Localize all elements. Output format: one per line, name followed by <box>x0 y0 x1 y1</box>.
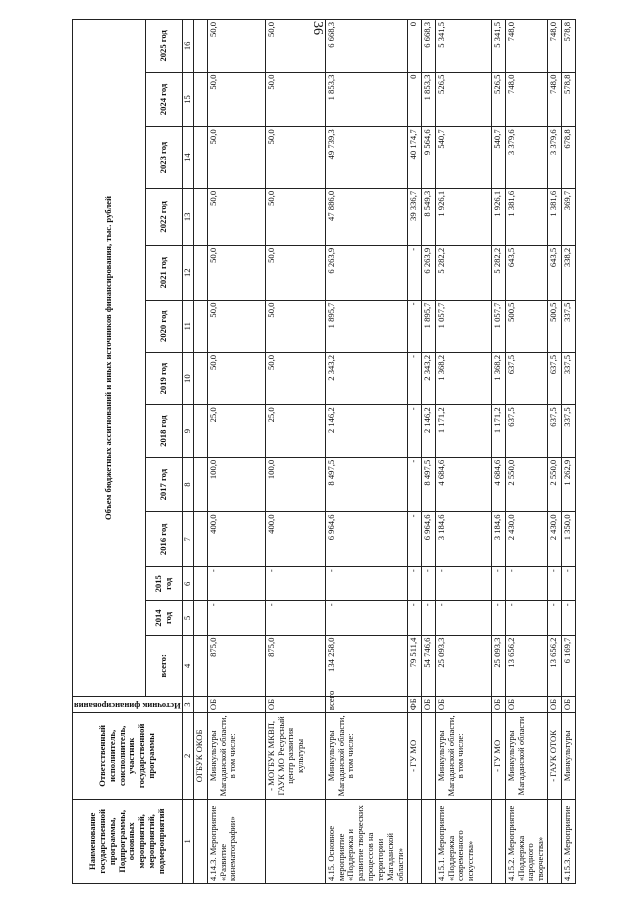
executor-cell: Минкультуры Магаданской области, в том числе: <box>207 713 265 800</box>
year-value-cell: 47 886,0 <box>325 188 407 245</box>
source-cell: всего <box>325 697 407 713</box>
year-value-cell: 1 895,7 <box>421 300 435 352</box>
column-number-row <box>182 20 193 884</box>
program-name-cell: 4.15.3. Мероприятие <box>562 799 576 883</box>
executor-cell: Минкультуры Магаданской области <box>505 713 548 800</box>
year-value-cell: 50,0 <box>265 20 325 73</box>
year-value-cell: 637,5 <box>505 352 548 404</box>
year-value-cell: - <box>435 601 491 635</box>
program-name-cell <box>193 799 207 883</box>
year-value-cell: 6 964,6 <box>421 512 435 567</box>
year-value-cell: 400,0 <box>265 512 325 567</box>
source-cell: ФБ <box>407 697 421 713</box>
executor-cell: Минкультуры <box>562 713 576 800</box>
year-value-cell: 4 684,6 <box>491 457 505 512</box>
year-value-cell: - <box>407 567 421 601</box>
year-value-cell: 0 <box>407 72 421 127</box>
program-name-cell <box>491 799 505 883</box>
source-cell: ОБ <box>207 697 265 713</box>
source-cell: ОБ <box>548 697 562 713</box>
year-value-cell: 400,0 <box>207 512 265 567</box>
year-value-cell: 1 381,6 <box>505 188 548 245</box>
year-value-cell: 2 343,2 <box>421 352 435 404</box>
year-value-cell: 40 174,7 <box>407 127 421 189</box>
column-number: 13 <box>182 188 193 245</box>
year-value-cell: 2 430,0 <box>505 512 548 567</box>
total-cell: 875,0 <box>207 635 265 697</box>
year-value-cell <box>193 20 207 73</box>
year-value-cell: 1 350,0 <box>562 512 576 567</box>
year-value-cell: 39 336,7 <box>407 188 421 245</box>
year-value-cell: 1 171,2 <box>491 405 505 457</box>
column-number: 4 <box>182 635 193 697</box>
year-value-cell: 3 379,6 <box>505 127 548 189</box>
year-value-cell: - <box>265 567 325 601</box>
year-value-cell: - <box>207 567 265 601</box>
total-cell: 6 169,7 <box>562 635 576 697</box>
year-value-cell: 500,5 <box>548 300 562 352</box>
total-cell: 25 093,3 <box>491 635 505 697</box>
column-number: 14 <box>182 127 193 189</box>
year-value-cell <box>193 567 207 601</box>
column-number: 2 <box>182 713 193 800</box>
year-value-cell <box>193 245 207 300</box>
program-name-cell <box>265 799 325 883</box>
year-value-cell: 1 853,3 <box>421 72 435 127</box>
executor-cell: - МОГБУК МКВП, ГАУК МО Ресурсный центр развития культуры <box>265 713 325 800</box>
year-value-cell: 8 549,3 <box>421 188 435 245</box>
year-value-cell: 6 964,6 <box>325 512 407 567</box>
year-value-cell <box>193 512 207 567</box>
year-value-cell: - <box>265 601 325 635</box>
year-value-cell: 5 341,5 <box>491 20 505 73</box>
year-value-cell: 1 368,2 <box>435 352 491 404</box>
year-value-cell: 748,0 <box>548 20 562 73</box>
year-value-cell <box>193 352 207 404</box>
executor-cell: ОГБУК ОКОБ <box>193 713 207 800</box>
year-value-cell: 1 381,6 <box>548 188 562 245</box>
year-value-cell: - <box>421 567 435 601</box>
year-value-cell: 5 282,2 <box>435 245 491 300</box>
year-value-cell: 9 564,6 <box>421 127 435 189</box>
year-value-cell: 526,5 <box>435 72 491 127</box>
year-value-cell: 2 430,0 <box>548 512 562 567</box>
table-row <box>435 20 491 884</box>
column-number: 6 <box>182 567 193 601</box>
year-value-cell <box>193 405 207 457</box>
program-name-cell: 4.15.1. Мероприятие «Поддержка современного искусства» <box>435 799 491 883</box>
program-name-cell: 4.14.3. Мероприятие «Развитие кинематографии» <box>207 799 265 883</box>
header-year: 2021 год <box>146 245 183 300</box>
budget-table <box>72 19 576 884</box>
year-value-cell: 50,0 <box>265 188 325 245</box>
column-number: 15 <box>182 72 193 127</box>
header-source: Источник финансирования <box>73 697 183 713</box>
source-cell: ОБ <box>421 697 435 713</box>
total-cell: 25 093,3 <box>435 635 491 697</box>
year-value-cell: 337,5 <box>562 352 576 404</box>
year-value-cell: - <box>407 245 421 300</box>
year-value-cell: - <box>548 567 562 601</box>
source-cell <box>193 697 207 713</box>
source-cell: ОБ <box>265 697 325 713</box>
year-value-cell: - <box>421 601 435 635</box>
year-value-cell: - <box>562 567 576 601</box>
year-value-cell: 5 282,2 <box>491 245 505 300</box>
program-name-cell: 4.15. Основное мероприятие «Поддержка и развитие творческих процессов на территории Магаданской области» <box>325 799 407 883</box>
source-cell: ОБ <box>562 697 576 713</box>
total-cell <box>193 635 207 697</box>
year-value-cell: - <box>407 512 421 567</box>
year-value-cell: 1 057,7 <box>435 300 491 352</box>
year-value-cell: 1 853,3 <box>325 72 407 127</box>
year-value-cell: 50,0 <box>207 352 265 404</box>
header-year: 2020 год <box>146 300 183 352</box>
year-value-cell: 6 263,9 <box>421 245 435 300</box>
year-value-cell: 1 171,2 <box>435 405 491 457</box>
year-value-cell: 337,5 <box>562 300 576 352</box>
year-value-cell: 1 895,7 <box>325 300 407 352</box>
year-value-cell: 50,0 <box>207 127 265 189</box>
header-program-name: Наименование государственной программы, Подпрограммы, основных мероприятий, мероприятий, подмероприятий <box>73 799 183 883</box>
year-value-cell: 526,5 <box>491 72 505 127</box>
rotated-page <box>72 19 610 884</box>
year-value-cell: 578,8 <box>562 20 576 73</box>
year-value-cell: - <box>435 567 491 601</box>
table-row <box>562 20 576 884</box>
year-value-cell: 2 550,0 <box>548 457 562 512</box>
year-value-cell: 50,0 <box>207 245 265 300</box>
page-number: 36 <box>310 21 325 35</box>
year-value-cell: 0 <box>407 20 421 73</box>
year-value-cell: 2 550,0 <box>505 457 548 512</box>
header-year: 2022 год <box>146 188 183 245</box>
table-row <box>407 20 421 884</box>
header-year: 2014 год <box>146 601 183 635</box>
program-name-cell <box>421 799 435 883</box>
executor-cell: - ГУ МО <box>491 713 505 800</box>
year-value-cell: 1 262,9 <box>562 457 576 512</box>
year-value-cell: 4 684,6 <box>435 457 491 512</box>
column-number: 7 <box>182 512 193 567</box>
header-year: 2024 год <box>146 72 183 127</box>
column-number: 8 <box>182 457 193 512</box>
year-value-cell: - <box>505 567 548 601</box>
executor-cell: - ГАУК ОТОК <box>548 713 562 800</box>
table-row <box>548 20 562 884</box>
year-value-cell: 50,0 <box>265 245 325 300</box>
year-value-cell: - <box>562 601 576 635</box>
year-value-cell: 50,0 <box>207 20 265 73</box>
year-value-cell: - <box>207 601 265 635</box>
table-row <box>325 20 407 884</box>
year-value-cell: - <box>407 601 421 635</box>
header-year: 2019 год <box>146 352 183 404</box>
year-value-cell: 540,7 <box>491 127 505 189</box>
header-year: 2015 год <box>146 567 183 601</box>
year-value-cell: - <box>491 601 505 635</box>
header-total: всего: <box>146 635 183 697</box>
year-value-cell: - <box>505 601 548 635</box>
program-name-cell <box>407 799 421 883</box>
year-value-cell: 2 343,2 <box>325 352 407 404</box>
column-number: 9 <box>182 405 193 457</box>
year-value-cell: 50,0 <box>265 72 325 127</box>
year-value-cell: 678,8 <box>562 127 576 189</box>
table-row <box>505 20 548 884</box>
table-row <box>421 20 435 884</box>
program-name-cell: 4.15.2. Мероприятие «Поддержка народного творчества» <box>505 799 548 883</box>
executor-cell <box>421 713 435 800</box>
header-year: 2023 год <box>146 127 183 189</box>
year-value-cell: 50,0 <box>207 72 265 127</box>
year-value-cell: 100,0 <box>207 457 265 512</box>
source-cell: ОБ <box>491 697 505 713</box>
year-value-cell: 643,5 <box>505 245 548 300</box>
year-value-cell <box>193 457 207 512</box>
year-value-cell: 540,7 <box>435 127 491 189</box>
table-row <box>265 20 325 884</box>
executor-cell: Минкультуры Магаданской области, в том числе: <box>435 713 491 800</box>
year-value-cell <box>193 72 207 127</box>
year-value-cell: 578,8 <box>562 72 576 127</box>
year-value-cell: 369,7 <box>562 188 576 245</box>
total-cell: 54 746,6 <box>421 635 435 697</box>
year-value-cell: 50,0 <box>207 300 265 352</box>
year-value-cell: 1 926,1 <box>435 188 491 245</box>
year-value-cell: 1 368,2 <box>491 352 505 404</box>
year-value-cell: 748,0 <box>505 20 548 73</box>
year-value-cell: 5 341,5 <box>435 20 491 73</box>
header-year: 2025 год <box>146 20 183 73</box>
year-value-cell: 50,0 <box>207 188 265 245</box>
year-value-cell: 338,2 <box>562 245 576 300</box>
year-value-cell: 2 146,2 <box>421 405 435 457</box>
year-value-cell: 3 379,6 <box>548 127 562 189</box>
year-value-cell: 748,0 <box>548 72 562 127</box>
year-value-cell: 6 668,3 <box>325 20 407 73</box>
header-year: 2016 год <box>146 512 183 567</box>
year-value-cell: 50,0 <box>265 352 325 404</box>
year-value-cell: 25,0 <box>207 405 265 457</box>
column-number: 16 <box>182 20 193 73</box>
year-value-cell: 2 146,2 <box>325 405 407 457</box>
year-value-cell: 6 263,9 <box>325 245 407 300</box>
source-cell: ОБ <box>435 697 491 713</box>
year-value-cell: 6 668,3 <box>421 20 435 73</box>
header-year: 2018 год <box>146 405 183 457</box>
year-value-cell: - <box>325 601 407 635</box>
year-value-cell: 3 184,6 <box>435 512 491 567</box>
table-row <box>193 20 207 884</box>
year-value-cell: 8 497,5 <box>421 457 435 512</box>
column-number: 10 <box>182 352 193 404</box>
year-value-cell: - <box>407 352 421 404</box>
year-value-cell: 643,5 <box>548 245 562 300</box>
executor-cell: - ГУ МО <box>407 713 421 800</box>
column-number: 12 <box>182 245 193 300</box>
year-value-cell: - <box>407 300 421 352</box>
year-value-cell: 637,5 <box>548 352 562 404</box>
header-executor: Ответственный исполнитель, соисполнитель, участник государственной программы <box>73 713 183 800</box>
year-value-cell <box>193 127 207 189</box>
year-value-cell: 3 184,6 <box>491 512 505 567</box>
year-value-cell: 49 739,3 <box>325 127 407 189</box>
total-cell: 79 511,4 <box>407 635 421 697</box>
source-cell: ОБ <box>505 697 548 713</box>
column-number: 5 <box>182 601 193 635</box>
year-value-cell: 50,0 <box>265 127 325 189</box>
table-row <box>491 20 505 884</box>
year-value-cell: 25,0 <box>265 405 325 457</box>
year-value-cell: 748,0 <box>505 72 548 127</box>
year-value-cell: 637,5 <box>548 405 562 457</box>
year-value-cell: 1 926,1 <box>491 188 505 245</box>
year-value-cell: 100,0 <box>265 457 325 512</box>
header-funding: Объем бюджетных ассигнований и иных источников финансирования, тыс. рублей <box>73 20 146 697</box>
total-cell: 13 656,2 <box>548 635 562 697</box>
year-value-cell: 50,0 <box>265 300 325 352</box>
year-value-cell: - <box>325 567 407 601</box>
executor-cell: Минкультуры Магаданской области, в том числе: <box>325 713 407 800</box>
table-row <box>207 20 265 884</box>
year-value-cell: - <box>407 405 421 457</box>
year-value-cell: 8 497,5 <box>325 457 407 512</box>
program-name-cell <box>548 799 562 883</box>
total-cell: 134 258,0 <box>325 635 407 697</box>
total-cell: 13 656,2 <box>505 635 548 697</box>
year-value-cell: - <box>407 457 421 512</box>
year-value-cell <box>193 300 207 352</box>
year-value-cell: - <box>491 567 505 601</box>
year-value-cell: 337,5 <box>562 405 576 457</box>
year-value-cell: 500,5 <box>505 300 548 352</box>
total-cell: 875,0 <box>265 635 325 697</box>
year-value-cell: - <box>548 601 562 635</box>
year-value-cell: 1 057,7 <box>491 300 505 352</box>
column-number: 1 <box>182 799 193 883</box>
column-number: 3 <box>182 697 193 713</box>
column-number: 11 <box>182 300 193 352</box>
year-value-cell <box>193 188 207 245</box>
year-value-cell <box>193 601 207 635</box>
header-year: 2017 год <box>146 457 183 512</box>
year-value-cell: 637,5 <box>505 405 548 457</box>
table-body <box>193 20 576 884</box>
